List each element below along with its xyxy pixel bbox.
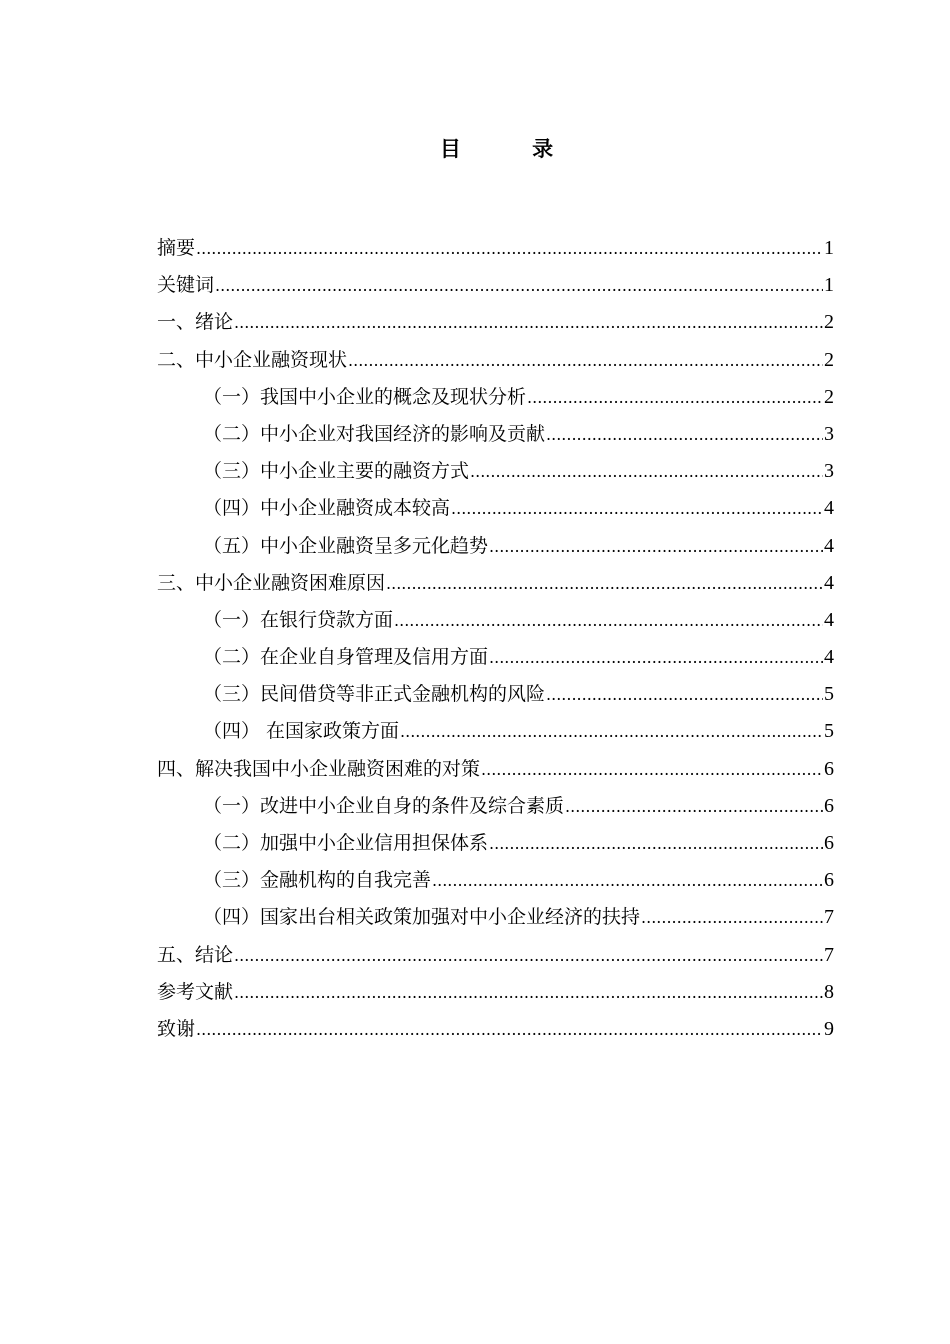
toc-dot-leader	[234, 974, 823, 1011]
toc-entry-page: 8	[824, 980, 834, 1003]
toc-entry-label: 参考文献	[157, 980, 234, 1003]
toc-entry-page: 1	[824, 237, 834, 259]
toc-entry[interactable]	[157, 565, 834, 602]
toc-dot-leader	[489, 639, 823, 676]
toc-entry[interactable]	[157, 453, 834, 490]
toc-dot-leader	[481, 751, 823, 788]
toc-dot-leader	[546, 416, 823, 453]
toc-dot-leader	[470, 453, 823, 490]
toc-entry[interactable]	[157, 974, 834, 1011]
toc-dot-leader	[489, 825, 823, 862]
toc-entry-label: （三）中小企业主要的融资方式	[203, 460, 470, 483]
toc-entry-page: 2	[824, 311, 834, 334]
toc-dot-leader	[196, 230, 823, 267]
toc-entry[interactable]	[157, 304, 834, 341]
toc-entry-page: 6	[824, 757, 834, 780]
toc-title: 目 录	[439, 136, 586, 161]
toc-entry[interactable]	[157, 379, 834, 416]
toc-entry-label: （一）改进中小企业自身的条件及综合素质	[203, 794, 565, 817]
toc-entry[interactable]	[157, 490, 834, 527]
toc-entry-page: 3	[824, 422, 834, 445]
toc-entry-page: 4	[824, 646, 834, 669]
toc-dot-leader	[234, 304, 823, 341]
toc-entry-page: 3	[824, 460, 834, 483]
toc-dot-leader	[489, 528, 823, 565]
toc-entry-label: 摘要	[157, 237, 196, 259]
toc-entry-page: 4	[824, 608, 834, 631]
toc-entry[interactable]	[157, 1011, 834, 1048]
toc-dot-leader	[432, 862, 823, 899]
toc-dot-leader	[386, 565, 823, 602]
toc-entry-label: （五）中小企业融资呈多元化趋势	[203, 534, 489, 557]
toc-entry-label: （四）中小企业融资成本较高	[203, 497, 451, 520]
toc-entry-page: 5	[824, 683, 834, 706]
toc-entry-page: 5	[824, 720, 834, 743]
toc-entry-label: （四）国家出台相关政策加强对中小企业经济的扶持	[203, 906, 641, 929]
toc-entry[interactable]	[157, 788, 834, 825]
toc-dot-leader	[527, 379, 823, 416]
toc-entry[interactable]	[157, 751, 834, 788]
toc-entry-label: 关键词	[157, 274, 215, 297]
toc-entry-page: 4	[824, 534, 834, 557]
toc-entry-label: 一、绪论	[157, 311, 234, 334]
toc-entry-label: 致谢	[157, 1017, 196, 1040]
toc-entry[interactable]	[157, 899, 834, 936]
toc-entry-label: （二）中小企业对我国经济的影响及贡献	[203, 422, 546, 445]
toc-dot-leader	[546, 676, 823, 713]
toc-dot-leader	[394, 602, 823, 639]
toc-entry[interactable]	[157, 267, 834, 304]
toc-entry[interactable]	[157, 230, 834, 267]
toc-dot-leader	[565, 788, 823, 825]
toc-entry-page: 6	[824, 794, 834, 817]
toc-dot-leader	[348, 342, 823, 379]
toc-entry-page: 6	[824, 869, 834, 892]
toc-entry-page: 7	[824, 943, 834, 966]
toc-entry[interactable]	[157, 639, 834, 676]
toc-entry[interactable]	[157, 862, 834, 899]
toc-entry-label: （二）在企业自身管理及信用方面	[203, 646, 489, 669]
toc-dot-leader	[400, 713, 823, 750]
toc-entry-page: 2	[824, 385, 834, 408]
toc-entry-label: 四、解决我国中小企业融资困难的对策	[157, 757, 481, 780]
table-of-contents	[157, 230, 834, 1048]
toc-entry-label: （四） 在国家政策方面	[203, 720, 400, 743]
toc-entry[interactable]	[157, 416, 834, 453]
toc-dot-leader	[451, 490, 823, 527]
toc-entry-label: 五、结论	[157, 943, 234, 966]
toc-entry-page: 6	[824, 832, 834, 854]
toc-entry[interactable]	[157, 342, 834, 379]
toc-entry-page: 2	[824, 348, 834, 371]
toc-entry-page: 9	[824, 1017, 834, 1040]
toc-entry[interactable]	[157, 713, 834, 750]
toc-entry[interactable]	[157, 676, 834, 713]
toc-entry-label: （二）加强中小企业信用担保体系	[203, 832, 489, 854]
toc-entry[interactable]	[157, 825, 834, 862]
toc-entry-label: 二、中小企业融资现状	[157, 348, 348, 371]
toc-entry[interactable]	[157, 937, 834, 974]
toc-entry-label: （一）我国中小企业的概念及现状分析	[203, 385, 527, 408]
toc-entry-label: 三、中小企业融资困难原因	[157, 571, 386, 594]
toc-entry-page: 7	[824, 906, 834, 929]
toc-entry-page: 4	[824, 497, 834, 520]
toc-entry[interactable]	[157, 528, 834, 565]
toc-entry-page: 4	[824, 571, 834, 594]
toc-entry-label: （一）在银行贷款方面	[203, 608, 394, 631]
toc-entry[interactable]	[157, 602, 834, 639]
toc-dot-leader	[641, 899, 823, 936]
toc-entry-page: 1	[824, 274, 834, 297]
toc-entry-label: （三）金融机构的自我完善	[203, 869, 432, 892]
toc-entry-label: （三）民间借贷等非正式金融机构的风险	[203, 683, 546, 706]
toc-dot-leader	[215, 267, 823, 304]
toc-dot-leader	[234, 937, 823, 974]
toc-dot-leader	[196, 1011, 823, 1048]
